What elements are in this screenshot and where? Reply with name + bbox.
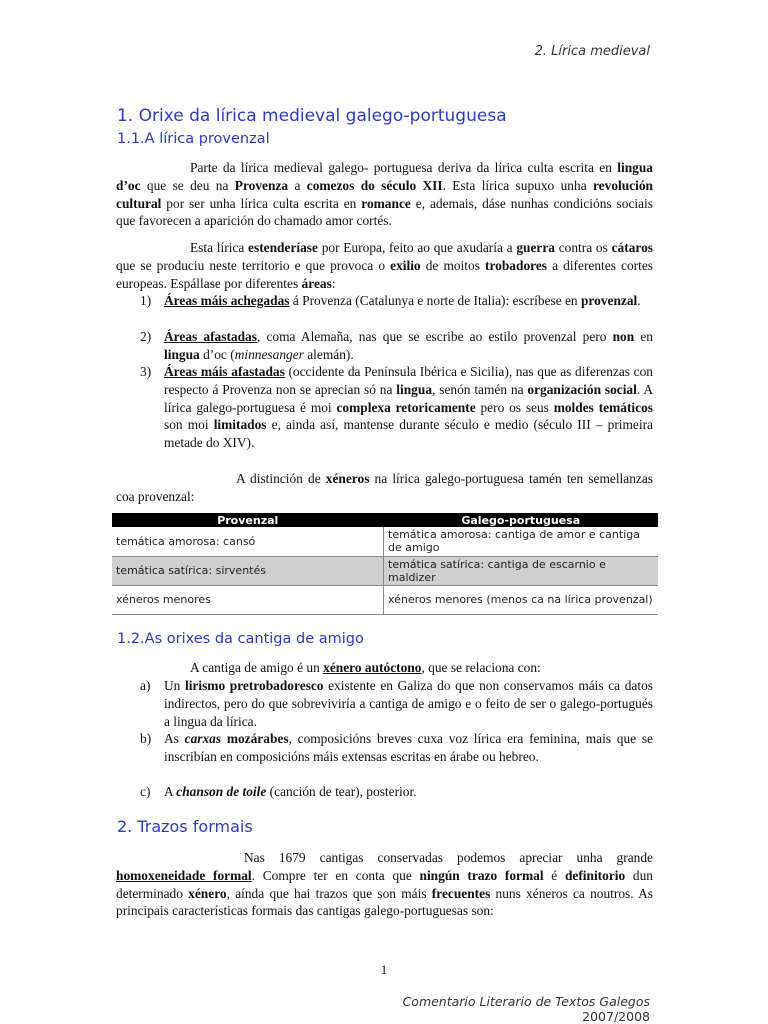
table-header: Provenzal [112,513,384,527]
paragraph-cantiga-amigo: A cantiga de amigo é un xénero autóctono, que se relaciona con: [190,660,541,675]
section-1-1-heading: 1.1.A lírica provenzal [117,131,270,147]
running-header: 2. Lírica medieval [534,44,650,59]
paragraph-genres: A distinción de xéneros na lírica galego-portuguesa tamén ten semellanzas coa provenzal: [116,471,654,504]
table-row: xéneros menores xéneros menores (menos ca na lírica provenzal) [112,585,658,614]
section-1-2-heading: 1.2.As orixes da cantiga de amigo [117,631,364,647]
table-row: temática amorosa: cansó temática amorosa: cantiga de amor e cantiga de amigo [112,527,658,556]
section-2-heading: 2. Trazos formais [117,817,253,836]
page-number: 1 [380,962,388,977]
paragraph-formal-traits: Nas 1679 cantigas conservadas podemos apreciar unha grande homoxeneidade formal. Compre ter en conta que ningún trazo formal é definitorio dun determinado xénero, aínda que hai trazos que son máis frecuentes nuns xéneros ca noutros. As principais características formais das cantigas galego-portuguesas son: [116,850,654,919]
paragraph-expansion: Esta lírica estenderíase por Europa, feito ao que axudaría a guerra contra os cátaros que se produciu neste territorio e que provoca o exilio de moitos trobadores a diferentes cortes europeas. Espállase por diferentes áreas: [116,240,653,291]
footer-year: 2007/2008 [582,1009,650,1024]
footer-title: Comentario Literario de Textos Galegos [402,994,650,1009]
table-header: Galego-portuguesa [384,513,659,527]
paragraph-provenzal-intro: Parte da lírica medieval galego- portuguesa deriva da lírica culta escrita en lingua d’oc que se deu na Provenza a comezos do século XII. Esta lírica supuxo unha revolución cultural por ser unha lírica culta escrita en romance e, ademais, dáse nunhas condicións sociais que favorecen a aparición do chamado amor cortés. [116,160,653,229]
document-page: 2. Lírica medieval 1. Orixe da lírica medieval galego-portuguesa 1.1.A lírica provenzal Parte da lírica medieval galego- portuguesa deriva da lírica culta escrita en lingua d’oc que se deu na Provenza a comezos do século XII. Esta lírica supuxo unha revolución cultural por ser unha lírica culta escrita en romance e, ademais, dáse nunhas condicións sociais que favorecen a aparición do chamado amor cortés. Esta lírica estenderíase por Europa, feito ao que axudaría a guerra contra os cátaros que se produciu neste territorio e que provoca o exilio de moitos trobadores a diferentes cortes europeas. Espállase por diferentes áreas: 1) Áreas máis achegadas á Provenza (Catalunya e norte de Italia): escríbese en provenzal. 2) Áreas afastadas, coma Alemaña, nas que se escribe ao estilo provenzal pero non en lingua d’oc (minnesanger alemán). 3) Áreas máis afastadas (occidente da Península Ibérica e Sicilia), nas que as diferenzas con respecto á Provenza non se aprecian só na lingua, senón tamén na organización social. A lírica galego-portuguesa é moi complexa retoricamente pero os seus moldes temáticos son moi limitados e, ainda así, mantense durante século e medio (século III – primeira metade do XIV). A distinción de xéneros na lírica galego-portuguesa tamén ten semellanzas coa provenzal: Provenzal Galego-portuguesa temática amorosa: cansó temática amorosa: cantiga de amor e cantiga de amigo temática satírica: sirventés temática satírica: cantiga de escarnio e maldizer xéneros menores xéneros menores (menos ca na lírica provenzal) 1.2.As orixes da cantiga de amigo A cantiga de amigo é un xénero autóctono, que se relaciona con: a) Un lirismo pretrobadoresco existente en Galiza do que non conservamos máis ca datos indirectos, pero do que sobreviviría a cantiga de amigo e o feito de ser o galego-portugués a lingua da lírica. b) As carxas mozárabes, composicións breves cuxa voz lírica era feminina, mais que se inscribían en composicións máis extensas escritas en árabe ou hebreo. c) A chanson de toile (canción de tear), posterior. 2. Trazos formais Nas 1679 cantigas conservadas podemos apreciar unha grande homoxeneidade formal. Compre ter en conta que ningún trazo formal é definitorio dun determinado xénero, aínda que hai trazos que son máis frecuentes nuns xéneros ca noutros. As principais características formais das cantigas galego-portuguesas son: 1 Comentario Literario de Textos Galegos 2007/2008 [0,0,768,1024]
table-row: temática satírica: sirventés temática satírica: cantiga de escarnio e maldizer [112,556,658,585]
genres-table [112,513,658,615]
section-1-heading: 1. Orixe da lírica medieval galego-portuguesa [117,106,507,126]
